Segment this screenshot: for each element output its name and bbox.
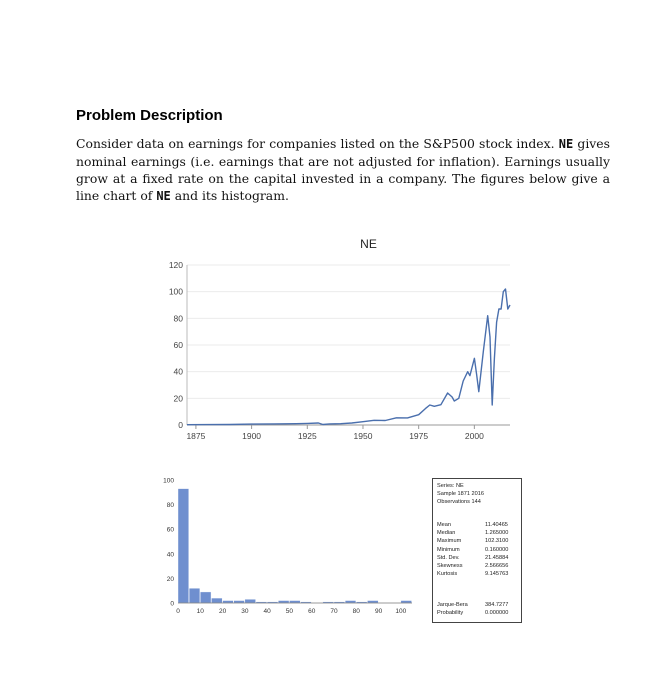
y-tick-label: 0	[178, 420, 183, 430]
stats-row	[437, 537, 521, 545]
hist-x-tick-label: 0	[176, 608, 180, 615]
hist-x-tick-label: 100	[395, 608, 407, 615]
hist-x-tick-label: 60	[308, 608, 316, 615]
hist-y-tick-label: 80	[166, 502, 174, 510]
stats-label: Jarque-Bera	[437, 602, 468, 608]
stats-label: Probability	[437, 610, 464, 617]
x-tick-label: 1875	[186, 431, 206, 441]
chart-title: NE	[360, 237, 377, 251]
stats-value: 0.000000	[485, 610, 509, 617]
stats-value: 0.160000	[485, 546, 509, 553]
stats-row	[437, 546, 521, 554]
hist-y-tick-label: 100	[163, 477, 174, 485]
histogram-bar	[189, 588, 200, 603]
ne-histogram	[150, 468, 420, 618]
stats-value: 2.566656	[485, 563, 509, 569]
stats-label: Kurtosis	[437, 571, 458, 578]
x-tick-label: 1950	[353, 431, 373, 441]
stats-value: 1.265000	[485, 530, 509, 537]
section-heading: Problem Description	[76, 107, 223, 124]
hist-x-tick-label: 50	[285, 608, 294, 615]
hist-y-tick-label: 0	[170, 600, 174, 608]
stats-row	[437, 570, 521, 578]
stats-row	[437, 609, 521, 617]
hist-x-tick-label: 30	[241, 608, 249, 615]
paragraph-part-2: gives nominal earnings (i.e. earnings that are not adjusted for inflation). Earnings usually grow at a fixed rate on the capital invested in a company. The figures below give a line chart of	[76, 136, 610, 203]
histogram-bar	[178, 489, 189, 603]
stats-label: Maximum	[437, 538, 462, 545]
stats-row	[437, 562, 521, 570]
stats-row	[437, 521, 521, 529]
y-tick-label: 80	[173, 313, 183, 324]
hist-y-tick-label: 60	[166, 526, 174, 534]
stats-label: Skewness	[437, 563, 463, 569]
ne-line-chart	[150, 230, 530, 450]
stats-label: Mean	[437, 522, 451, 528]
y-tick-label: 100	[168, 286, 183, 297]
descriptive-statistics-box	[432, 478, 522, 623]
stats-value: 9.145763	[485, 571, 509, 578]
stats-value: 102.3100	[485, 538, 509, 545]
stats-series: Series: NE	[437, 483, 464, 489]
stats-label: Median	[437, 530, 456, 537]
stats-value: 384.7277	[485, 602, 509, 608]
stats-sample: Sample 1871 2016	[437, 491, 484, 498]
stats-observations: Observations 144	[437, 499, 481, 506]
hist-x-tick-label: 80	[352, 608, 360, 615]
stats-row	[437, 601, 521, 609]
stats-label: Minimum	[437, 546, 460, 553]
hist-x-tick-label: 20	[218, 608, 227, 615]
stats-row	[437, 554, 521, 562]
hist-x-tick-label: 70	[330, 608, 338, 615]
x-tick-label: 1900	[242, 431, 262, 441]
variable-ne-2: NE	[156, 189, 171, 203]
y-tick-label: 20	[173, 393, 183, 404]
x-tick-label: 1975	[409, 431, 429, 441]
x-tick-label: 2000	[464, 431, 484, 441]
histogram-bar	[200, 592, 211, 603]
hist-y-tick-label: 40	[166, 551, 174, 559]
histogram-bar	[211, 598, 222, 603]
stats-row	[437, 529, 521, 537]
hist-x-tick-label: 10	[196, 608, 204, 615]
stats-label: Std. Dev.	[437, 554, 460, 561]
variable-ne-1: NE	[558, 137, 574, 151]
histogram-bar	[245, 599, 256, 603]
y-tick-label: 120	[168, 260, 183, 270]
problem-paragraph	[76, 135, 610, 205]
paragraph-part-3: and its histogram.	[174, 188, 289, 203]
stats-value: 21.45884	[485, 554, 509, 561]
x-tick-label: 1925	[297, 431, 317, 441]
stats-value: 11.40465	[485, 522, 508, 528]
y-tick-label: 60	[173, 340, 183, 350]
paragraph-part-1: Consider data on earnings for companies listed on the S&P500 stock index.	[76, 136, 555, 151]
ne-series-line	[187, 289, 510, 425]
hist-y-tick-label: 20	[166, 575, 174, 583]
hist-x-tick-label: 40	[263, 608, 271, 615]
y-tick-label: 40	[173, 366, 183, 377]
hist-x-tick-label: 90	[374, 608, 383, 615]
